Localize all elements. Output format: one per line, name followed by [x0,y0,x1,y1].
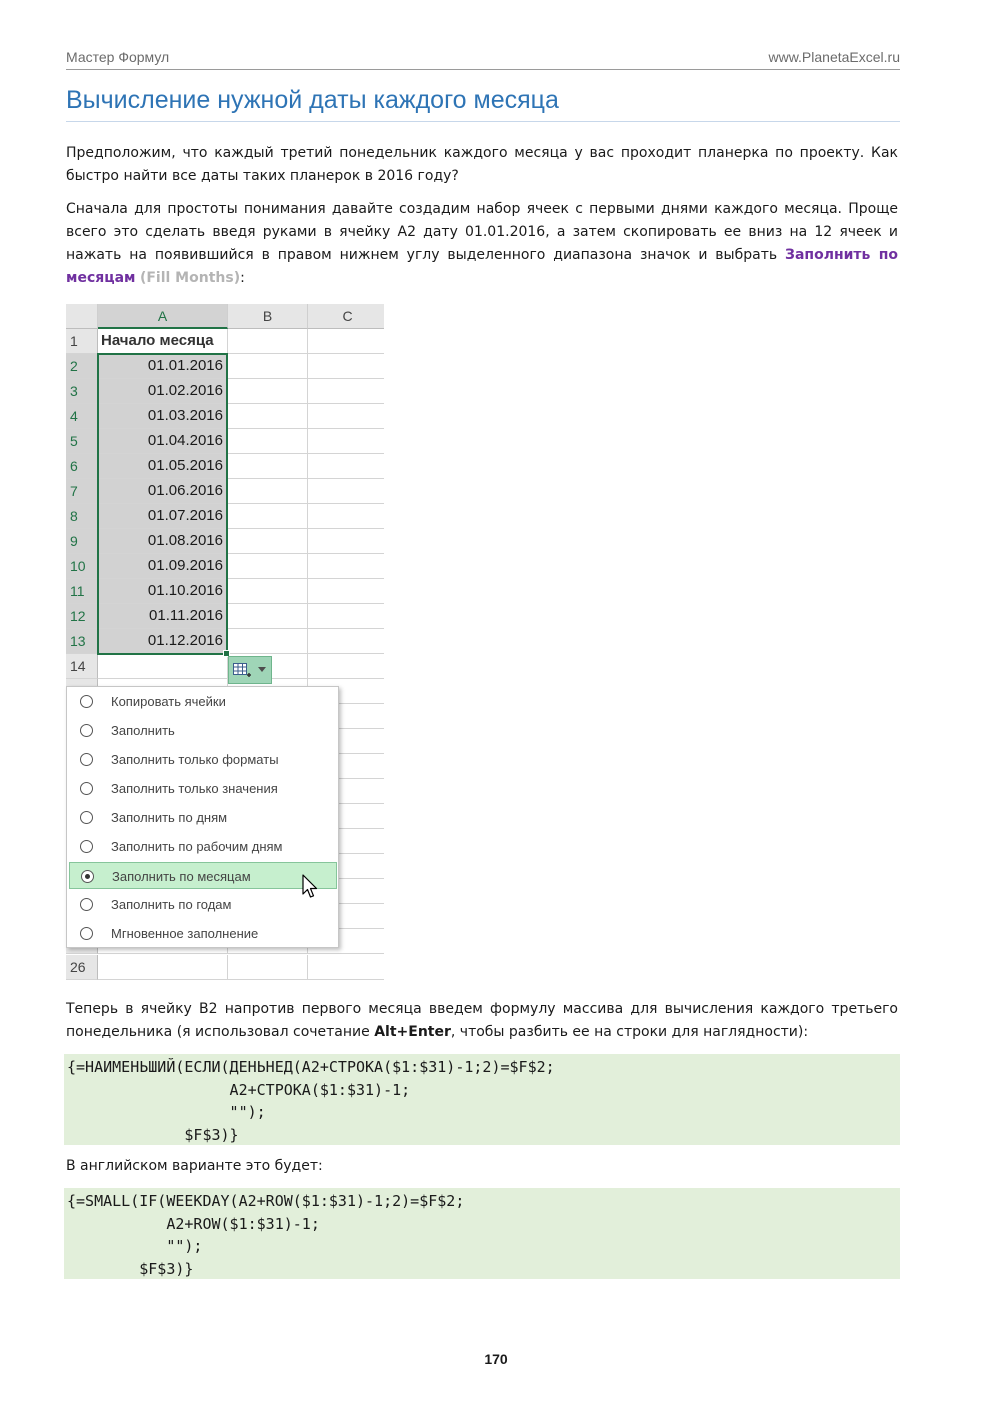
empty-cell[interactable] [228,579,308,604]
formula-english: {=SMALL(IF(WEEKDAY(A2+ROW($1:$31)-1;2)=$F$2; A2+ROW($1:$31)-1; ""); $F$3)} [64,1188,900,1279]
row-header[interactable]: 6 [66,454,98,479]
menu-option[interactable] [69,688,337,715]
empty-cell[interactable] [228,429,308,454]
empty-cell[interactable] [308,404,384,429]
radio-button-icon [80,724,93,737]
column-header-a[interactable]: A [98,304,228,329]
row-header[interactable]: 14 [66,654,98,679]
empty-cell[interactable] [98,654,228,679]
menu-option[interactable] [69,920,337,947]
empty-cell[interactable] [98,955,228,980]
column-header-c[interactable]: C [308,304,384,329]
empty-cell[interactable] [308,329,384,354]
page-header [66,48,900,70]
row-header[interactable]: 9 [66,529,98,554]
date-cell[interactable]: 01.10.2016 [98,579,228,604]
empty-cell[interactable] [308,379,384,404]
autofill-options-button[interactable] [228,656,272,684]
menu-option-label: Заполнить по месяцам [112,869,251,884]
empty-cell[interactable] [308,579,384,604]
date-cell[interactable]: 01.01.2016 [98,354,228,379]
date-cell[interactable]: 01.02.2016 [98,379,228,404]
formula-paragraph [66,998,898,1044]
row-header[interactable]: 10 [66,554,98,579]
date-cell[interactable]: 01.03.2016 [98,404,228,429]
instructions-text: Сначала для простоты понимания давайте создадим набор ячеек с первыми днями каждого месяца. Проще всего это сделать введя руками в ячейку А2 дату 01.01.2016, а затем скопировать ее вниз на 12 ячеек и нажать на появившийся в правом нижнем углу выделенного диапазона значок и выбрать [66,201,898,263]
empty-cell[interactable] [228,955,308,980]
menu-option-label: Заполнить только значения [111,781,278,796]
row-header[interactable]: 3 [66,379,98,404]
row-header[interactable]: 4 [66,404,98,429]
menu-option[interactable] [69,891,337,918]
menu-option[interactable] [69,833,337,860]
autofill-grid-icon [233,663,251,679]
menu-option[interactable] [69,746,337,773]
menu-option[interactable] [69,717,337,744]
menu-option[interactable] [69,804,337,831]
radio-button-icon [80,753,93,766]
empty-cell[interactable] [228,554,308,579]
empty-cell[interactable] [308,529,384,554]
cell-a1-header[interactable]: Начало месяца [98,329,228,354]
date-cell[interactable]: 01.11.2016 [98,604,228,629]
menu-option[interactable] [69,862,337,889]
date-cell[interactable]: 01.08.2016 [98,529,228,554]
column-header-b[interactable]: B [228,304,308,329]
empty-cell[interactable] [228,629,308,654]
header-section-title: Мастер Формул [66,49,170,65]
menu-option-label: Заполнить по годам [111,897,232,912]
formula-paragraph-tail: , чтобы разбить ее на строки для наглядности): [450,1024,809,1040]
empty-cell[interactable] [228,329,308,354]
menu-option[interactable] [69,775,337,802]
date-cell[interactable]: 01.07.2016 [98,504,228,529]
date-cell[interactable]: 01.06.2016 [98,479,228,504]
row-header[interactable]: 5 [66,429,98,454]
date-cell[interactable]: 01.05.2016 [98,454,228,479]
page-title: Вычисление нужной даты каждого месяца [66,86,900,122]
page-number: 170 [484,1351,508,1367]
row-header[interactable]: 12 [66,604,98,629]
empty-cell[interactable] [228,604,308,629]
chevron-down-icon [258,667,266,672]
row-header[interactable]: 13 [66,629,98,654]
empty-cell[interactable] [308,604,384,629]
menu-option-label: Заполнить по дням [111,810,228,825]
empty-cell[interactable] [308,354,384,379]
empty-cell[interactable] [228,354,308,379]
menu-option-label: Копировать ячейки [111,694,226,709]
date-cell[interactable]: 01.04.2016 [98,429,228,454]
fill-months-link[interactable]: Заполнить по месяцам [66,247,899,286]
mouse-pointer-icon [302,874,318,900]
formula-paragraph-text: Теперь в ячейку В2 напротив первого месяца введем формулу массива для вычисления каждого третьего понедельника (я использовал сочетание [66,1001,898,1040]
row-header[interactable]: 7 [66,479,98,504]
empty-cell[interactable] [308,554,384,579]
row-header[interactable]: 26 [66,955,98,980]
empty-cell[interactable] [308,955,384,980]
menu-option-label: Заполнить по рабочим дням [111,839,283,854]
row-header[interactable]: 2 [66,354,98,379]
select-all-corner[interactable] [66,304,98,329]
empty-cell[interactable] [228,404,308,429]
radio-button-icon [80,927,93,940]
row-header[interactable]: 11 [66,579,98,604]
formula-russian: {=НАИМЕНЬШИЙ(ЕСЛИ(ДЕНЬНЕД(A2+СТРОКА($1:$31)-1;2)=$F$2; A2+СТРОКА($1:$31)-1; ""); $F$3)} [64,1054,900,1145]
radio-button-icon [80,695,93,708]
empty-cell[interactable] [308,429,384,454]
row-header[interactable]: 8 [66,504,98,529]
empty-cell[interactable] [308,629,384,654]
empty-cell[interactable] [228,529,308,554]
empty-cell[interactable] [308,479,384,504]
menu-option-label: Заполнить только форматы [111,752,279,767]
date-cell[interactable]: 01.12.2016 [98,629,228,654]
instructions-paragraph [66,198,898,290]
radio-button-icon [80,811,93,824]
menu-option-label: Мгновенное заполнение [111,926,259,941]
empty-cell[interactable] [228,504,308,529]
intro-paragraph: Предположим, что каждый третий понедельник каждого месяца у вас проходит планерка по проекту. Как быстро найти все даты таких планерок в 2016 году? [66,145,898,184]
radio-button-icon [81,870,94,883]
empty-cell[interactable] [308,454,384,479]
row-header[interactable]: 1 [66,329,98,354]
header-site-url[interactable]: www.PlanetaExcel.ru [768,49,900,65]
radio-button-icon [80,840,93,853]
empty-cell[interactable] [228,454,308,479]
key-combination: Alt+Enter [374,1024,451,1040]
menu-option-label: Заполнить [111,723,175,738]
radio-button-icon [80,898,93,911]
empty-cell[interactable] [228,479,308,504]
autofill-options-menu [66,686,339,948]
radio-button-icon [80,782,93,795]
empty-cell[interactable] [228,379,308,404]
english-version-paragraph: В английском варианте это будет: [66,1158,323,1174]
date-cell[interactable]: 01.09.2016 [98,554,228,579]
fill-months-english: (Fill Months) [139,270,241,286]
empty-cell[interactable] [308,504,384,529]
instructions-tail: : [240,270,245,286]
empty-cell[interactable] [308,654,384,679]
